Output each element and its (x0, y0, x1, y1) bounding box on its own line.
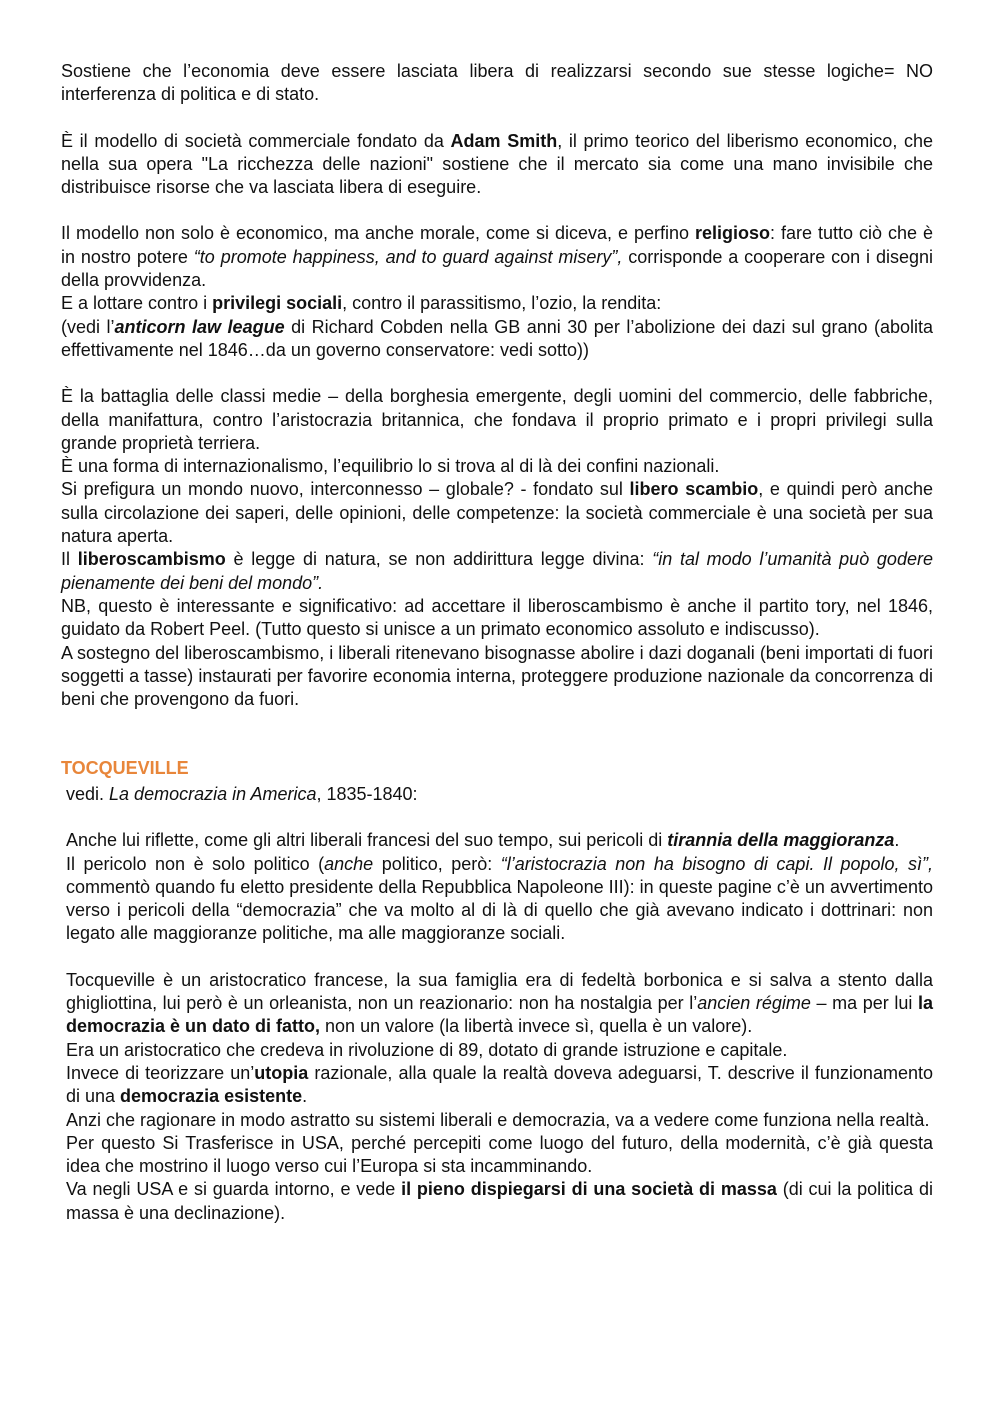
paragraph-text: È il modello di società commerciale fondato da (61, 130, 451, 151)
bold-text: il pieno dispiegarsi di una società di massa (401, 1179, 777, 1200)
paragraph (66, 969, 933, 1039)
italic-text: ancien régime (697, 993, 811, 1014)
paragraph-text: Anzi che ragionare in modo astratto su sistemi liberali e democrazia, va a vedere come funziona nella realtà. (66, 1109, 930, 1130)
italic-text: anche (324, 853, 374, 874)
book-title: La democrazia in America (109, 784, 317, 804)
paragraph-text: di Richard Cobden nella GB anni 30 per l’abolizione dei dazi sul grano (abolita effettivamente nel 1846…da un governo conservatore: vedi sotto)) (61, 316, 934, 360)
paragraph-gap (61, 107, 933, 130)
bold-text: utopia (254, 1062, 309, 1083)
paragraph-text: non un valore (la libertà invece sì, quella è un valore). (320, 1016, 753, 1037)
paragraph (66, 1039, 933, 1062)
paragraph (61, 595, 933, 642)
paragraph-gap (66, 806, 933, 829)
paragraph-text: . (302, 1086, 308, 1107)
paragraph (61, 130, 933, 200)
bold-text: privilegi sociali (212, 293, 343, 314)
paragraph-text: , il primo teorico del liberismo economico, che nella sua opera "La ricchezza delle nazioni" sostiene che il mercato sia come una mano invisibile che distribuisce risorse che va lasciata libera di eseguire. (61, 130, 933, 198)
italic-quote: “l’aristocrazia non ha bisogno di capi. Il popolo, sì”, (500, 853, 933, 874)
bold-italic-text: anticorn law league (114, 316, 285, 337)
bold-text: liberoscambismo (77, 549, 226, 570)
bold-text: la democrazia è un dato di fatto, (66, 993, 934, 1037)
paragraph-gap (61, 362, 933, 385)
paragraph (66, 1109, 933, 1132)
italic-quote: “to promote happiness, and to guard against misery”, (193, 246, 623, 267)
italic-quote: “in tal modo l’umanità può godere pienamente dei beni del mondo”. (61, 549, 933, 593)
paragraph (61, 478, 933, 548)
paragraph (61, 455, 933, 478)
paragraph-text: E a lottare contro i (61, 293, 213, 314)
paragraph (66, 829, 933, 852)
paragraph-text: Per questo Si Trasferisce in USA, perché percepiti come luogo del futuro, della modernità, c’è già questa idea che mostrino il luogo verso cui l’Europa si sta incamminando. (66, 1132, 933, 1177)
paragraph-text: , e quindi però anche sulla circolazione dei saperi, delle opinioni, delle competenze: la società commerciale è una società per sua natura aperta. (61, 479, 933, 547)
paragraph (61, 548, 933, 595)
bold-text: religioso (695, 223, 771, 244)
paragraph-text: , 1835-1840: (316, 784, 418, 804)
paragraph-gap (66, 946, 933, 969)
section-heading-tocqueville: TOCQUEVILLE (61, 758, 189, 778)
bold-italic-text: tirannia della maggioranza (667, 830, 895, 851)
paragraph (66, 1062, 933, 1109)
paragraph-text: politico, però: (373, 853, 501, 874)
paragraph-text: È la battaglia delle classi medie – della borghesia emergente, degli uomini del commercio, delle fabbriche, della manifattura, contro l’aristocrazia britannica, che fondava il proprio primato e i propri privilegi sulla grande proprietà terriera. (61, 386, 933, 453)
paragraph (61, 385, 933, 455)
paragraph-text: – ma per lui (810, 993, 918, 1014)
paragraph (66, 1178, 933, 1225)
paragraph-text: (vedi l’ (61, 316, 115, 337)
paragraph-text: . (894, 830, 900, 851)
paragraph-text: vedi. (66, 784, 110, 804)
paragraph (61, 292, 933, 315)
paragraph-text: Il (61, 549, 78, 570)
paragraph-text: Si prefigura un mondo nuovo, interconnesso – globale? - fondato sul (61, 479, 630, 500)
paragraph-text: Invece di teorizzare un’ (66, 1062, 255, 1083)
paragraph-text: È una forma di internazionalismo, l’equilibrio lo si trova al di là dei confini nazionali. (61, 456, 720, 477)
paragraph (61, 316, 933, 363)
paragraph-text: commentò quando fu eletto presidente della Repubblica Napoleone III): in queste pagine c’è un avvertimento verso i pericoli della “democrazia” che va molto al di là di quello che già avevano indicato i dottrinari: non legato alle maggioranze politiche, ma alle maggioranze sociali. (66, 876, 933, 944)
paragraph-text: Il pericolo non è solo politico ( (66, 853, 325, 874)
paragraph-text: Tocqueville è un aristocratico francese, la sua famiglia era di fedeltà borbonica e si salva a stento dalla ghigliottina, lui però è un orleanista, non un reazionario: non ha nostalgia per l’ (66, 969, 933, 1014)
paragraph-text: Anche lui riflette, come gli altri liberali francesi del suo tempo, sui pericoli di (66, 830, 668, 851)
bold-text: Adam Smith (450, 130, 558, 151)
paragraph-text: Va negli USA e si guarda intorno, e vede (66, 1179, 402, 1200)
reference-line (66, 783, 933, 806)
paragraph-text: razionale, alla quale la realtà doveva adeguarsi, T. descrive il funzionamento di una (66, 1062, 933, 1107)
paragraph-text: (di cui la politica di massa è una declinazione). (66, 1179, 933, 1223)
paragraph-text: Sostiene che l’economia deve essere lasciata libera di realizzarsi secondo sue stesse logiche= NO interferenza di politica e di stato. (61, 61, 933, 105)
paragraph (61, 60, 933, 107)
paragraph-text: NB, questo è interessante e significativo: ad accettare il liberoscambismo è anche il partito tory, nel 1846, guidato da Robert Peel. (Tutto questo si unisce a un primato economico assoluto e indiscusso). (61, 595, 933, 640)
paragraph-text: è legge di natura, se non addirittura legge divina: (225, 549, 653, 570)
liberismo-section (61, 60, 933, 711)
bold-text: libero scambio (629, 479, 759, 500)
paragraph-text: Era un aristocratico che credeva in rivoluzione di 89, dotato di grande istruzione e capitale. (66, 1039, 788, 1060)
paragraph (66, 853, 933, 946)
paragraph-text: A sostegno del liberoscambismo, i liberali ritenevano bisognasse abolire i dazi doganali (beni importati di fuori soggetti a tasse) instaurati per favorire economia interna, proteggere produzione nazionale da concorrenza di beni che provengono da fuori. (61, 642, 933, 710)
paragraph-text: corrisponde a cooperare con i disegni della provvidenza. (61, 246, 933, 291)
paragraph-text: Il modello non solo è economico, ma anche morale, come si diceva, e perfino (61, 223, 696, 244)
paragraph-text: : fare tutto ciò che è in nostro potere (61, 223, 934, 267)
paragraph-gap (61, 199, 933, 222)
paragraph (61, 642, 933, 712)
tocqueville-section (66, 783, 933, 1225)
bold-text: democrazia esistente (120, 1086, 303, 1107)
paragraph (66, 1132, 933, 1179)
paragraph (61, 222, 933, 292)
paragraph-text: , contro il parassitismo, l’ozio, la rendita: (342, 293, 662, 314)
